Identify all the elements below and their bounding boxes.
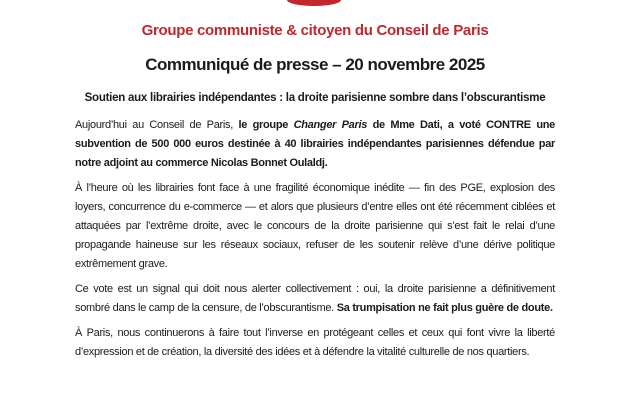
paragraph-1-lead: Aujourd’hui au Conseil de Paris, — [75, 119, 239, 131]
paragraph-1-bold-rest: de Mme Dati, a voté CONTRE une subvention de 500 000 euros destinée à 40 librairies indépendantes parisiennes défendue par notre adjoint au commerce Nicolas Bonnet Oulaldj. — [75, 119, 555, 169]
paragraph-fragilite-economique: À l’heure où les librairies font face à une fragilité économique inédite — fin des PGE, explosion des loyers, concurrence du e-commerce — et alors que plusieurs d’entre elles ont été récemment ciblées et attaquées par l’extrême droite, avec le concours de la droite parisienne qui s’est fait le relai d’une propagande haineuse sur les réseaux sociaux, refuser de les soutenir relève d’une dérive politique extrêmement grave. — [75, 182, 555, 270]
red-emblem-arc-icon — [287, 0, 341, 6]
paragraph-1-group-name: Changer Paris — [293, 119, 368, 131]
paragraph-vote-contre — [75, 116, 555, 173]
paragraph-3-normal: Ce vote est un signal qui doit nous alerter collectivement : oui, la droite parisienne a définitivement sombré dans le camp de la censure, de l’obscurantisme. — [75, 283, 555, 314]
organization-name: Groupe communiste & citoyen du Conseil de Paris — [141, 22, 489, 39]
press-release-body — [75, 116, 555, 362]
paragraph-3-bold-conclusion: Sa trumpisation ne fait plus guère de doute. — [336, 302, 553, 314]
subject-headline: Soutien aux librairies indépendantes : la droite parisienne sombre dans l’obscurantisme — [84, 92, 546, 104]
document-title: Communiqué de presse – 20 novembre 2025 — [145, 55, 485, 74]
paragraph-1-bold-intro: le groupe — [238, 119, 294, 131]
paragraph-signal-alerte — [75, 280, 555, 318]
paragraph-engagement-paris: À Paris, nous continuerons à faire tout l’inverse en protégeant celles et ceux qui font vivre la liberté d’expression et de création, la diversité des idées et à défendre la vitalité culturelle de nos quartiers. — [75, 327, 555, 358]
